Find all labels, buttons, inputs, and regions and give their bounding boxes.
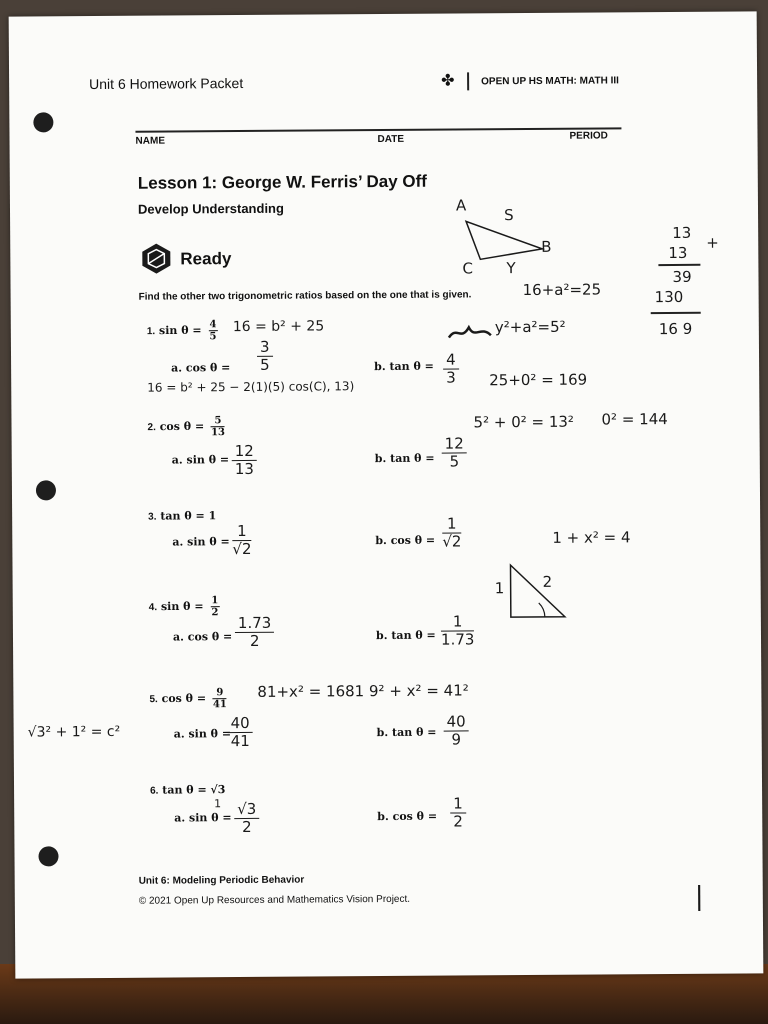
side-num-39: 39: [672, 267, 692, 286]
problem-5b-label: b. tan θ =: [376, 725, 437, 740]
binder-hole-middle: [36, 480, 56, 500]
p5-work-line: 81+x² = 1681 9² + x² = 41²: [257, 681, 469, 701]
ready-section-icon: [140, 242, 172, 274]
side-num-13b: 13: [668, 243, 688, 263]
p5b-denominator: 9: [451, 730, 462, 749]
p5a-denominator: 41: [230, 731, 250, 751]
problem-2-fraction: [211, 415, 225, 438]
p3a-numerator: 1: [232, 523, 251, 541]
lesson-subtitle: Develop Understanding: [137, 200, 284, 217]
binder-hole-bottom: [38, 846, 58, 866]
footer-copyright: © 2021 Open Up Resources and Mathematics Vision Project.: [138, 893, 411, 907]
problem-2-function: cos θ =: [159, 419, 205, 434]
problem-3a-label: a. sin θ =: [172, 535, 230, 549]
p3b-answer: [442, 515, 461, 550]
problem-2-numerator: 5: [211, 415, 225, 427]
p1b-numerator: 4: [443, 351, 459, 369]
problem-2a-label: a. sin θ =: [171, 453, 230, 467]
instructions: Find the other two trigonometric ratios based on the one that is given.: [138, 289, 472, 303]
worksheet-page: [9, 11, 764, 978]
problem-5-function: cos θ =: [161, 691, 207, 706]
p1-right-eq: 25+0² = 169: [489, 370, 588, 390]
sketch-right-triangle: [502, 561, 572, 623]
problem-1-numerator: 4: [209, 319, 217, 331]
problem-2-given: [147, 415, 225, 439]
triangle-side-1: 1: [494, 579, 505, 598]
problem-4b-label: b. tan θ =: [375, 628, 436, 643]
p6a-answer: [234, 801, 259, 836]
handwritten-eq-top: 16+a²=25: [522, 280, 602, 300]
problem-4-fraction: [210, 595, 219, 618]
p2a-answer: [232, 443, 257, 478]
p4a-answer: [235, 615, 275, 650]
problem-5-given: [149, 687, 227, 711]
problem-6b-label: b. cos θ =: [377, 809, 438, 824]
problem-6-function: tan θ = √3: [162, 783, 226, 797]
p6a-numerator: √3: [234, 801, 259, 819]
name-date-rule: [135, 127, 621, 132]
problem-1-function: sin θ =: [158, 323, 202, 338]
problem-4-number: 4.: [148, 602, 158, 614]
course-title: OPEN UP HS MATH: MATH III: [481, 75, 619, 88]
p2b-answer: [442, 435, 467, 470]
side-num-130: 130: [654, 287, 684, 307]
problem-1b-label: b. tan θ =: [374, 359, 434, 374]
p3b-numerator: 1: [442, 515, 461, 533]
problem-6-given: [150, 783, 225, 797]
p2b-numerator: 12: [442, 435, 467, 453]
period-field-label: PERIOD: [569, 130, 608, 142]
p1-work-line: 16 = b² + 25 − 2(1)(5) cos(C), 13): [147, 379, 355, 395]
p2a-numerator: 12: [232, 443, 257, 461]
problem-3-function: tan θ = 1: [160, 509, 217, 523]
p1a-numerator: 3: [257, 339, 273, 357]
p6-tick-mark: 1: [214, 797, 222, 811]
p1-handwritten-note: 16 = b² + 25: [232, 318, 325, 336]
p1-scribbled-eq: y²+a²=5²: [494, 317, 566, 337]
problem-1a-label: a. cos θ =: [171, 361, 231, 375]
p5-left-note: √3² + 1² = c²: [27, 723, 121, 741]
p3a-answer: [232, 523, 251, 558]
problem-1-fraction: [208, 319, 217, 342]
p4a-numerator: 1.73: [235, 615, 275, 633]
date-field-label: DATE: [377, 133, 405, 146]
side-line-1: [658, 264, 700, 266]
open-up-logo-icon: ✤: [441, 72, 455, 90]
header-divider: [467, 72, 469, 90]
ready-section-title: Ready: [180, 249, 232, 269]
problem-4-denominator: 2: [211, 607, 219, 619]
problem-5-fraction: [213, 687, 227, 710]
problem-2-denominator: 13: [211, 427, 226, 439]
p1a-answer: [257, 339, 273, 374]
side-line-2: [651, 312, 701, 314]
problem-1-given: [147, 319, 218, 342]
p1b-denominator: 3: [446, 368, 456, 387]
side-plus: +: [706, 233, 719, 252]
p2a-denominator: 13: [234, 459, 254, 479]
p4b-numerator: 1: [441, 613, 475, 631]
triangle-label-a: A: [455, 196, 467, 215]
problem-6-number: 6.: [150, 785, 159, 797]
p1b-answer: [443, 351, 459, 386]
scribble-out-mark: [447, 323, 493, 343]
problem-6a-label: a. sin θ =: [174, 811, 232, 825]
p2-right-eq-b: 0² = 144: [601, 410, 668, 429]
problem-3b-label: b. cos θ =: [375, 533, 436, 548]
problem-4-given: [149, 595, 220, 618]
problem-5-denominator: 41: [212, 699, 227, 711]
packet-title: Unit 6 Homework Packet: [89, 74, 244, 93]
problem-3-number: 3.: [148, 511, 157, 523]
p3b-denominator: √2: [442, 532, 462, 551]
binder-hole-top: [33, 112, 53, 132]
triangle-label-c: C: [462, 259, 473, 278]
side-num-169: 16 9: [658, 319, 693, 339]
p3a-denominator: √2: [232, 539, 252, 559]
problem-4-numerator: 1: [211, 595, 219, 607]
triangle-label-s: S: [503, 206, 514, 225]
p3-side-note: 1 + x² = 4: [552, 528, 631, 547]
side-num-13: 13: [672, 223, 692, 242]
problem-4-function: sin θ =: [160, 599, 204, 614]
corner-pen-mark: |: [694, 881, 704, 912]
name-field-label: NAME: [135, 135, 166, 147]
p5a-answer: [228, 715, 253, 750]
problem-3-given: [148, 509, 216, 522]
footer-unit: Unit 6: Modeling Periodic Behavior: [138, 874, 305, 887]
p4b-denominator: 1.73: [440, 630, 475, 649]
problem-4a-label: a. cos θ =: [172, 630, 233, 644]
problem-5-numerator: 9: [213, 687, 227, 699]
p4b-answer: [441, 613, 475, 648]
problem-5a-label: a. sin θ =: [173, 727, 232, 741]
p5b-answer: [444, 713, 469, 748]
triangle-hyp-2: 2: [542, 572, 553, 591]
p2b-denominator: 5: [449, 452, 460, 471]
problem-1-denominator: 5: [209, 331, 217, 343]
p5b-numerator: 40: [444, 713, 469, 731]
problem-1-number: 1.: [146, 326, 156, 338]
problem-5-number: 5.: [149, 694, 158, 706]
p4a-denominator: 2: [249, 631, 260, 650]
p1a-denominator: 5: [260, 355, 270, 374]
lesson-title: Lesson 1: George W. Ferris’ Day Off: [137, 171, 427, 193]
triangle-label-b: B: [541, 237, 552, 256]
problem-2-number: 2.: [147, 422, 156, 434]
p5a-numerator: 40: [228, 715, 253, 733]
problem-2b-label: b. tan θ =: [374, 451, 435, 466]
p2-right-eq-a: 5² + 0² = 13²: [473, 412, 574, 432]
p6b-answer: [450, 795, 466, 830]
p6b-denominator: 2: [453, 812, 463, 831]
p6b-numerator: 1: [450, 795, 466, 813]
p6a-denominator: 2: [242, 817, 252, 837]
triangle-label-y: Y: [506, 259, 516, 278]
